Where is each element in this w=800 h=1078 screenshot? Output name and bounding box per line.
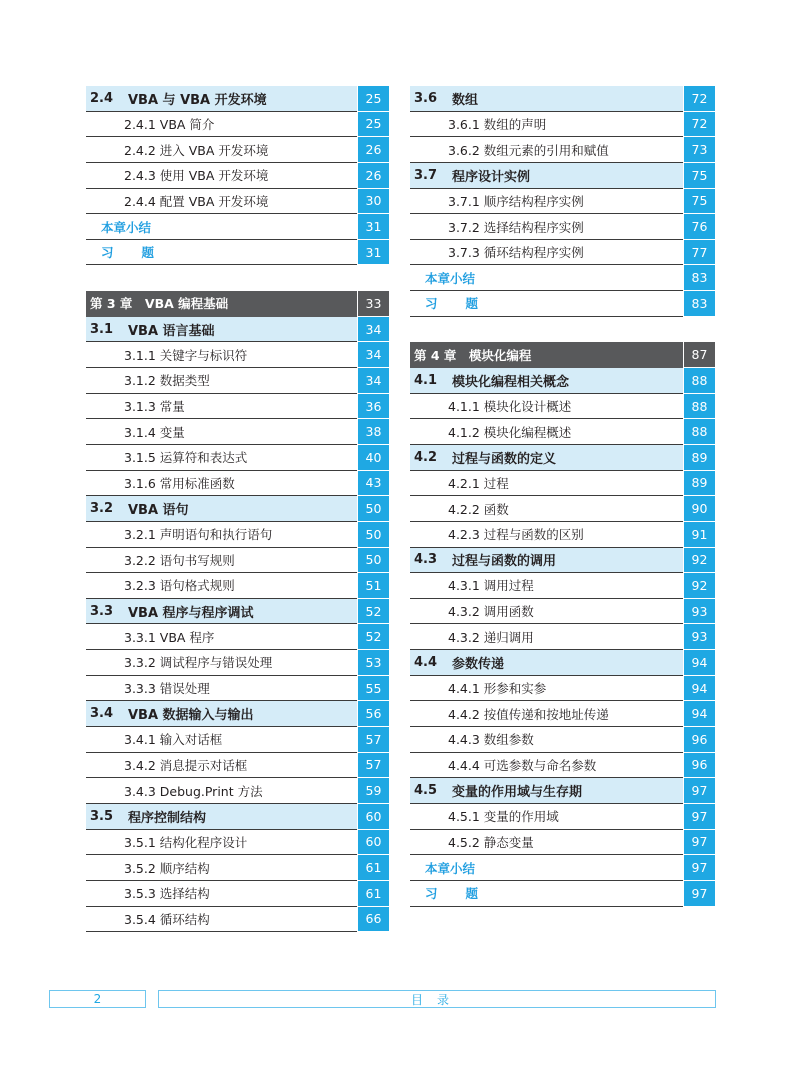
toc-page-number: 97 xyxy=(684,855,715,881)
toc-page-number: 56 xyxy=(358,701,389,727)
toc-entry-sub[interactable] xyxy=(86,778,389,804)
toc-entry-title xyxy=(86,599,357,625)
section-title: VBA 数据输入与输出 xyxy=(128,708,254,724)
toc-entry-ch[interactable] xyxy=(410,342,715,368)
toc-entry-sum[interactable] xyxy=(410,265,715,291)
section-title: 过程与函数的调用 xyxy=(452,554,557,570)
toc-entry-title: 2.4.4 配置 VBA 开发环境 xyxy=(86,189,357,215)
toc-entry-sec[interactable] xyxy=(410,163,715,189)
toc-entry-sub[interactable] xyxy=(410,624,715,650)
toc-entry-title: 3.4.3 Debug.Print 方法 xyxy=(86,778,357,804)
toc-entry-sub[interactable] xyxy=(86,727,389,753)
toc-entry-title xyxy=(410,163,683,189)
section-number: 3.6 xyxy=(414,90,438,106)
toc-page-number: 57 xyxy=(358,727,389,753)
toc-page-number: 75 xyxy=(684,163,715,189)
section-title: 参数传递 xyxy=(452,656,505,672)
toc-entry-ch[interactable] xyxy=(86,291,389,317)
toc-entry-sub[interactable] xyxy=(86,112,389,138)
toc-page-number: 88 xyxy=(684,368,715,394)
section-title: 程序设计实例 xyxy=(452,169,531,185)
toc-page-number: 50 xyxy=(358,548,389,574)
toc-entry-title xyxy=(86,317,357,343)
toc-page-number: 96 xyxy=(684,727,715,753)
toc-page-number: 50 xyxy=(358,522,389,548)
section-number: 3.1 xyxy=(90,321,114,337)
toc-entry-sub[interactable] xyxy=(410,240,715,266)
section-number: 4.1 xyxy=(414,372,438,388)
toc-entry-sub[interactable] xyxy=(410,727,715,753)
toc-page-number: 60 xyxy=(358,830,389,856)
toc-page-number: 57 xyxy=(358,753,389,779)
toc-page-number: 87 xyxy=(684,342,715,368)
toc-entry-title xyxy=(410,86,683,112)
toc-entry-title: 3.1.6 常用标准函数 xyxy=(86,471,357,497)
toc-entry-sub[interactable] xyxy=(410,676,715,702)
toc-entry-title xyxy=(410,548,683,574)
toc-entry-sub[interactable] xyxy=(86,137,389,163)
toc-entry-title xyxy=(86,86,357,112)
toc-entry-sub[interactable] xyxy=(410,137,715,163)
toc-entry-sec[interactable] xyxy=(410,445,715,471)
toc-page-number: 93 xyxy=(684,624,715,650)
toc-entry-sec[interactable] xyxy=(86,804,389,830)
toc-entry-ex[interactable] xyxy=(86,240,389,266)
section-number: 2.4 xyxy=(90,90,114,106)
toc-entry-title: 3.2.3 语句格式规则 xyxy=(86,573,357,599)
toc-entry-title: 4.2.3 过程与函数的区别 xyxy=(410,522,683,548)
toc-entry-sub[interactable] xyxy=(86,907,389,933)
toc-entry-sub[interactable] xyxy=(86,342,389,368)
toc-page-number: 52 xyxy=(358,599,389,625)
toc-entry-title: 3.1.5 运算符和表达式 xyxy=(86,445,357,471)
toc-entry-title xyxy=(410,650,683,676)
toc-gap xyxy=(86,265,389,291)
toc-page-number: 36 xyxy=(358,394,389,420)
toc-entry-sub[interactable] xyxy=(86,163,389,189)
toc-page-number: 73 xyxy=(684,137,715,163)
toc-entry-title: 3.4.2 消息提示对话框 xyxy=(86,753,357,779)
toc-entry-sub[interactable] xyxy=(410,522,715,548)
toc-page-number: 96 xyxy=(684,753,715,779)
section-number: 3.4 xyxy=(90,706,114,722)
toc-page-number: 51 xyxy=(358,573,389,599)
toc-page-number: 43 xyxy=(358,471,389,497)
section-number: 4.4 xyxy=(414,654,438,670)
toc-entry-title: 本章小结 xyxy=(86,214,357,240)
toc-entry-title: 4.1.1 模块化设计概述 xyxy=(410,394,683,420)
toc-entry-sum[interactable] xyxy=(410,855,715,881)
toc-entry-sub[interactable] xyxy=(410,471,715,497)
toc-page-number: 52 xyxy=(358,624,389,650)
toc-entry-sub[interactable] xyxy=(86,445,389,471)
toc-page-number: 25 xyxy=(358,86,389,112)
section-title: VBA 程序与程序调试 xyxy=(128,605,254,621)
toc-page-number: 26 xyxy=(358,137,389,163)
toc-entry-title: 4.1.2 模块化编程概述 xyxy=(410,419,683,445)
toc-page-number: 93 xyxy=(684,599,715,625)
toc-page-number: 75 xyxy=(684,189,715,215)
toc-entry-sub[interactable] xyxy=(410,804,715,830)
toc-page-number: 94 xyxy=(684,650,715,676)
section-title: 程序控制结构 xyxy=(128,810,207,826)
toc-entry-sub[interactable] xyxy=(410,701,715,727)
toc-entry-title: 3.2.1 声明语句和执行语句 xyxy=(86,522,357,548)
toc-entry-sub[interactable] xyxy=(86,471,389,497)
toc-page-number: 72 xyxy=(684,86,715,112)
toc-page-number: 60 xyxy=(358,804,389,830)
toc-page-number: 97 xyxy=(684,778,715,804)
toc-entry-title: 3.6.1 数组的声明 xyxy=(410,112,683,138)
section-number: 4.3 xyxy=(414,552,438,568)
toc-entry-sub[interactable] xyxy=(86,573,389,599)
toc-entry-title: 3.1.2 数据类型 xyxy=(86,368,357,394)
toc-page-number: 33 xyxy=(358,291,389,317)
toc-page-number: 34 xyxy=(358,342,389,368)
toc-page-number: 77 xyxy=(684,240,715,266)
toc-entry-title: 4.3.2 调用函数 xyxy=(410,599,683,625)
toc-entry-sub[interactable] xyxy=(410,189,715,215)
toc-entry-title xyxy=(86,496,357,522)
toc-page-number: 88 xyxy=(684,419,715,445)
toc-entry-title: 本章小结 xyxy=(410,265,683,291)
toc-entry-title: 习题 xyxy=(86,240,357,266)
toc-entry-title: 习题 xyxy=(410,291,683,317)
section-title: VBA 语句 xyxy=(128,503,189,519)
toc-entry-sub[interactable] xyxy=(410,830,715,856)
toc-entry-sec[interactable] xyxy=(410,368,715,394)
toc-entry-sec[interactable] xyxy=(86,86,389,112)
toc-entry-title: 4.3.1 调用过程 xyxy=(410,573,683,599)
section-title: 模块化编程相关概念 xyxy=(452,374,570,390)
toc-entry-sub[interactable] xyxy=(86,522,389,548)
toc-page-number: 83 xyxy=(684,291,715,317)
toc-entry-title: 3.6.2 数组元素的引用和赋值 xyxy=(410,137,683,163)
toc-page-number: 97 xyxy=(684,830,715,856)
section-number: 3.7 xyxy=(414,167,438,183)
toc-page-number: 97 xyxy=(684,804,715,830)
toc-page-number: 34 xyxy=(358,317,389,343)
toc-left-column xyxy=(86,86,389,932)
section-title: 过程与函数的定义 xyxy=(452,451,557,467)
toc-entry-title: 2.4.3 使用 VBA 开发环境 xyxy=(86,163,357,189)
toc-page-number: 26 xyxy=(358,163,389,189)
toc-page-number: 92 xyxy=(684,548,715,574)
toc-entry-title xyxy=(410,778,683,804)
toc-page-number: 30 xyxy=(358,189,389,215)
toc-page-number: 83 xyxy=(684,265,715,291)
toc-entry-sec[interactable] xyxy=(410,778,715,804)
toc-entry-title: 3.1.4 变量 xyxy=(86,419,357,445)
toc-entry-title: 3.7.2 选择结构程序实例 xyxy=(410,214,683,240)
toc-page-number: 31 xyxy=(358,214,389,240)
toc-page-number: 31 xyxy=(358,240,389,266)
toc-page-number: 40 xyxy=(358,445,389,471)
toc-entry-title: 3.4.1 输入对话框 xyxy=(86,727,357,753)
section-number: 3.3 xyxy=(90,603,114,619)
toc-entry-title: 3.3.2 调试程序与错误处理 xyxy=(86,650,357,676)
toc-entry-title: 3.7.3 循环结构程序实例 xyxy=(410,240,683,266)
toc-entry-title: 3.5.4 循环结构 xyxy=(86,907,357,933)
toc-page-number: 25 xyxy=(358,112,389,138)
toc-entry-sec[interactable] xyxy=(410,650,715,676)
toc-page-number: 66 xyxy=(358,907,389,933)
toc-page-number: 94 xyxy=(684,676,715,702)
toc-entry-sub[interactable] xyxy=(86,855,389,881)
toc-entry-title: 4.5.2 静态变量 xyxy=(410,830,683,856)
toc-page-number: 89 xyxy=(684,471,715,497)
toc-entry-title xyxy=(410,445,683,471)
toc-entry-title: 3.5.1 结构化程序设计 xyxy=(86,830,357,856)
toc-entry-title: 第 4 章 模块化编程 xyxy=(410,342,683,368)
toc-page-number: 61 xyxy=(358,881,389,907)
toc-entry-sec[interactable] xyxy=(86,599,389,625)
toc-entry-sub[interactable] xyxy=(86,548,389,574)
page-number: 2 xyxy=(49,990,146,1008)
toc-entry-sub[interactable] xyxy=(410,599,715,625)
toc-page-number: 90 xyxy=(684,496,715,522)
toc-entry-sub[interactable] xyxy=(86,830,389,856)
toc-entry-title: 3.1.1 关键字与标识符 xyxy=(86,342,357,368)
section-number: 3.2 xyxy=(90,501,114,517)
section-title: 数组 xyxy=(452,92,479,108)
toc-page-number: 88 xyxy=(684,394,715,420)
toc-entry-title: 3.3.1 VBA 程序 xyxy=(86,624,357,650)
toc-entry-sub[interactable] xyxy=(86,881,389,907)
toc-entry-ex[interactable] xyxy=(410,881,715,907)
toc-right-column xyxy=(410,86,715,907)
toc-entry-sub[interactable] xyxy=(86,650,389,676)
toc-page-number: 50 xyxy=(358,496,389,522)
section-number: 3.5 xyxy=(90,808,114,824)
toc-page-number: 53 xyxy=(358,650,389,676)
toc-entry-title: 3.1.3 常量 xyxy=(86,394,357,420)
toc-entry-title: 3.3.3 错误处理 xyxy=(86,676,357,702)
toc-entry-sub[interactable] xyxy=(86,753,389,779)
toc-page-number: 97 xyxy=(684,881,715,907)
running-title: 目录 xyxy=(158,990,716,1008)
toc-entry-title: 4.4.1 形参和实参 xyxy=(410,676,683,702)
toc-entry-sec[interactable] xyxy=(410,548,715,574)
toc-entry-sec[interactable] xyxy=(86,317,389,343)
toc-entry-title xyxy=(410,368,683,394)
toc-entry-title: 3.7.1 顺序结构程序实例 xyxy=(410,189,683,215)
toc-entry-title: 2.4.1 VBA 简介 xyxy=(86,112,357,138)
toc-entry-title: 2.4.2 进入 VBA 开发环境 xyxy=(86,137,357,163)
toc-entry-sub[interactable] xyxy=(410,394,715,420)
toc-page-number: 34 xyxy=(358,368,389,394)
toc-entry-sub[interactable] xyxy=(410,419,715,445)
toc-entry-sub[interactable] xyxy=(410,496,715,522)
toc-page-number: 61 xyxy=(358,855,389,881)
toc-entry-title: 本章小结 xyxy=(410,855,683,881)
toc-entry-title: 3.5.2 顺序结构 xyxy=(86,855,357,881)
toc-entry-title: 3.2.2 语句书写规则 xyxy=(86,548,357,574)
section-title: VBA 语言基础 xyxy=(128,323,215,339)
toc-page-number: 91 xyxy=(684,522,715,548)
toc-page-number: 94 xyxy=(684,701,715,727)
section-number: 4.5 xyxy=(414,783,438,799)
toc-page-number: 92 xyxy=(684,573,715,599)
toc-page-number: 38 xyxy=(358,419,389,445)
toc-page-number: 55 xyxy=(358,676,389,702)
toc-entry-title xyxy=(86,701,357,727)
toc-entry-sub[interactable] xyxy=(86,676,389,702)
toc-entry-title: 3.5.3 选择结构 xyxy=(86,881,357,907)
toc-entry-title xyxy=(86,804,357,830)
toc-entry-sec[interactable] xyxy=(410,86,715,112)
toc-entry-title: 4.3.2 递归调用 xyxy=(410,624,683,650)
section-title: VBA 与 VBA 开发环境 xyxy=(128,92,267,108)
toc-entry-title: 4.5.1 变量的作用域 xyxy=(410,804,683,830)
toc-entry-title: 4.4.3 数组参数 xyxy=(410,727,683,753)
toc-entry-sec[interactable] xyxy=(86,496,389,522)
toc-entry-title: 4.2.2 函数 xyxy=(410,496,683,522)
toc-entry-sub[interactable] xyxy=(86,394,389,420)
toc-entry-sub[interactable] xyxy=(410,214,715,240)
toc-entry-sub[interactable] xyxy=(86,189,389,215)
toc-entry-title: 习题 xyxy=(410,881,683,907)
toc-page-number: 59 xyxy=(358,778,389,804)
toc-entry-sub[interactable] xyxy=(410,573,715,599)
toc-entry-sub[interactable] xyxy=(86,419,389,445)
toc-entry-title: 4.2.1 过程 xyxy=(410,471,683,497)
toc-entry-sub[interactable] xyxy=(410,753,715,779)
toc-entry-sub[interactable] xyxy=(410,112,715,138)
toc-entry-title: 第 3 章 VBA 编程基础 xyxy=(86,291,357,317)
toc-entry-sub[interactable] xyxy=(86,624,389,650)
toc-entry-ex[interactable] xyxy=(410,291,715,317)
section-title: 变量的作用域与生存期 xyxy=(452,785,583,801)
toc-page-number: 72 xyxy=(684,112,715,138)
toc-entry-title: 4.4.2 按值传递和按地址传递 xyxy=(410,701,683,727)
toc-entry-sub[interactable] xyxy=(86,368,389,394)
toc-gap xyxy=(410,317,715,343)
toc-page-number: 89 xyxy=(684,445,715,471)
toc-entry-sum[interactable] xyxy=(86,214,389,240)
section-number: 4.2 xyxy=(414,449,438,465)
toc-entry-sec[interactable] xyxy=(86,701,389,727)
toc-page-number: 76 xyxy=(684,214,715,240)
toc-entry-title: 4.4.4 可选参数与命名参数 xyxy=(410,753,683,779)
